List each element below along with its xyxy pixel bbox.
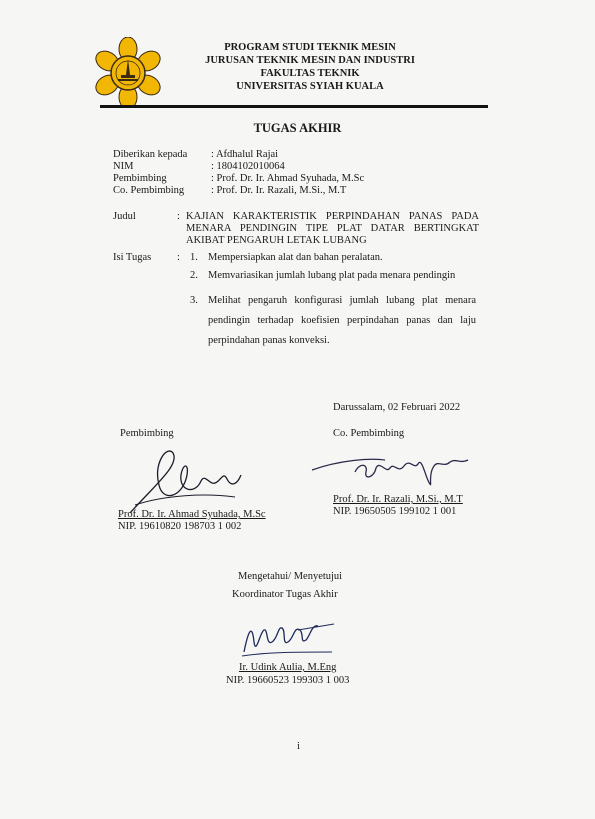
isi-label: Isi Tugas xyxy=(113,252,152,263)
info-value-recipient: : Afdhalul Rajai xyxy=(211,149,279,160)
approve-name: Ir. Udink Aulia, M.Eng xyxy=(239,662,337,673)
info-label-supervisor: Pembimbing xyxy=(113,173,167,184)
sign1-signature xyxy=(125,445,270,517)
isi-item-3-line-3: perpindahan panas konveksi. xyxy=(208,335,330,346)
isi-colon: : xyxy=(177,252,180,263)
info-value-nim: : 1804102010064 xyxy=(211,161,285,172)
sign2-nip: NIP. 19650505 199102 1 001 xyxy=(333,506,457,517)
info-label-cosupervisor: Co. Pembimbing xyxy=(113,185,185,196)
info-label-nim: NIM xyxy=(113,161,134,172)
judul-line-3: AKIBAT PENGARUH LETAK LUBANG xyxy=(186,235,367,246)
sign2-signature xyxy=(310,450,475,492)
isi-item-2-text: Memvariasikan jumlah lubang plat pada menara pendingin xyxy=(208,270,456,281)
page-number: i xyxy=(297,741,300,752)
header-line-1: PROGRAM STUDI TEKNIK MESIN xyxy=(224,42,396,53)
info-label-recipient: Diberikan kepada xyxy=(113,149,188,160)
sign2-name: Prof. Dr. Ir. Razali, M.Si., M.T xyxy=(333,494,463,505)
approve-line-2: Koordinator Tugas Akhir xyxy=(232,589,338,600)
sign1-name: Prof. Dr. Ir. Ahmad Syuhada, M.Sc xyxy=(118,509,266,520)
info-value-cosupervisor: : Prof. Dr. Ir. Razali, M.Si., M.T xyxy=(211,185,347,196)
isi-item-3-line-2: pendingin terhadap koefisien perpindahan panas dan laju xyxy=(208,315,476,326)
approve-signature xyxy=(238,612,338,664)
isi-item-3-line-1: Melihat pengaruh konfigurasi jumlah lubang plat menara xyxy=(208,295,476,306)
document-title: TUGAS AKHIR xyxy=(253,121,342,135)
sign1-role: Pembimbing xyxy=(120,428,174,439)
sign1-nip: NIP. 19610820 198703 1 002 xyxy=(118,521,242,532)
header-line-3: FAKULTAS TEKNIK xyxy=(260,68,360,79)
place-date: Darussalam, 02 Februari 2022 xyxy=(333,402,461,413)
judul-colon: : xyxy=(177,211,180,222)
isi-item-3-num: 3. xyxy=(190,295,198,306)
judul-label: Judul xyxy=(113,211,136,222)
header-line-2: JURUSAN TEKNIK MESIN DAN INDUSTRI xyxy=(205,55,415,66)
info-value-supervisor: : Prof. Dr. Ir. Ahmad Syuhada, M.Sc xyxy=(211,173,365,184)
university-logo xyxy=(93,37,163,105)
isi-item-1-num: 1. xyxy=(190,252,198,263)
judul-line-1: KAJIAN KARAKTERISTIK PERPINDAHAN PANAS PADA xyxy=(186,211,479,222)
sign2-role: Co. Pembimbing xyxy=(333,428,405,439)
approve-nip: NIP. 19660523 199303 1 003 xyxy=(226,675,350,686)
header-rule xyxy=(100,105,488,108)
header-line-4: UNIVERSITAS SYIAH KUALA xyxy=(236,81,384,92)
judul-line-2: MENARA PENDINGIN TIPE PLAT DATAR BERTINGKAT xyxy=(186,223,479,234)
isi-item-1-text: Mempersiapkan alat dan bahan peralatan. xyxy=(208,252,383,263)
isi-item-2-num: 2. xyxy=(190,270,198,281)
approve-line-1: Mengetahui/ Menyetujui xyxy=(238,571,343,582)
